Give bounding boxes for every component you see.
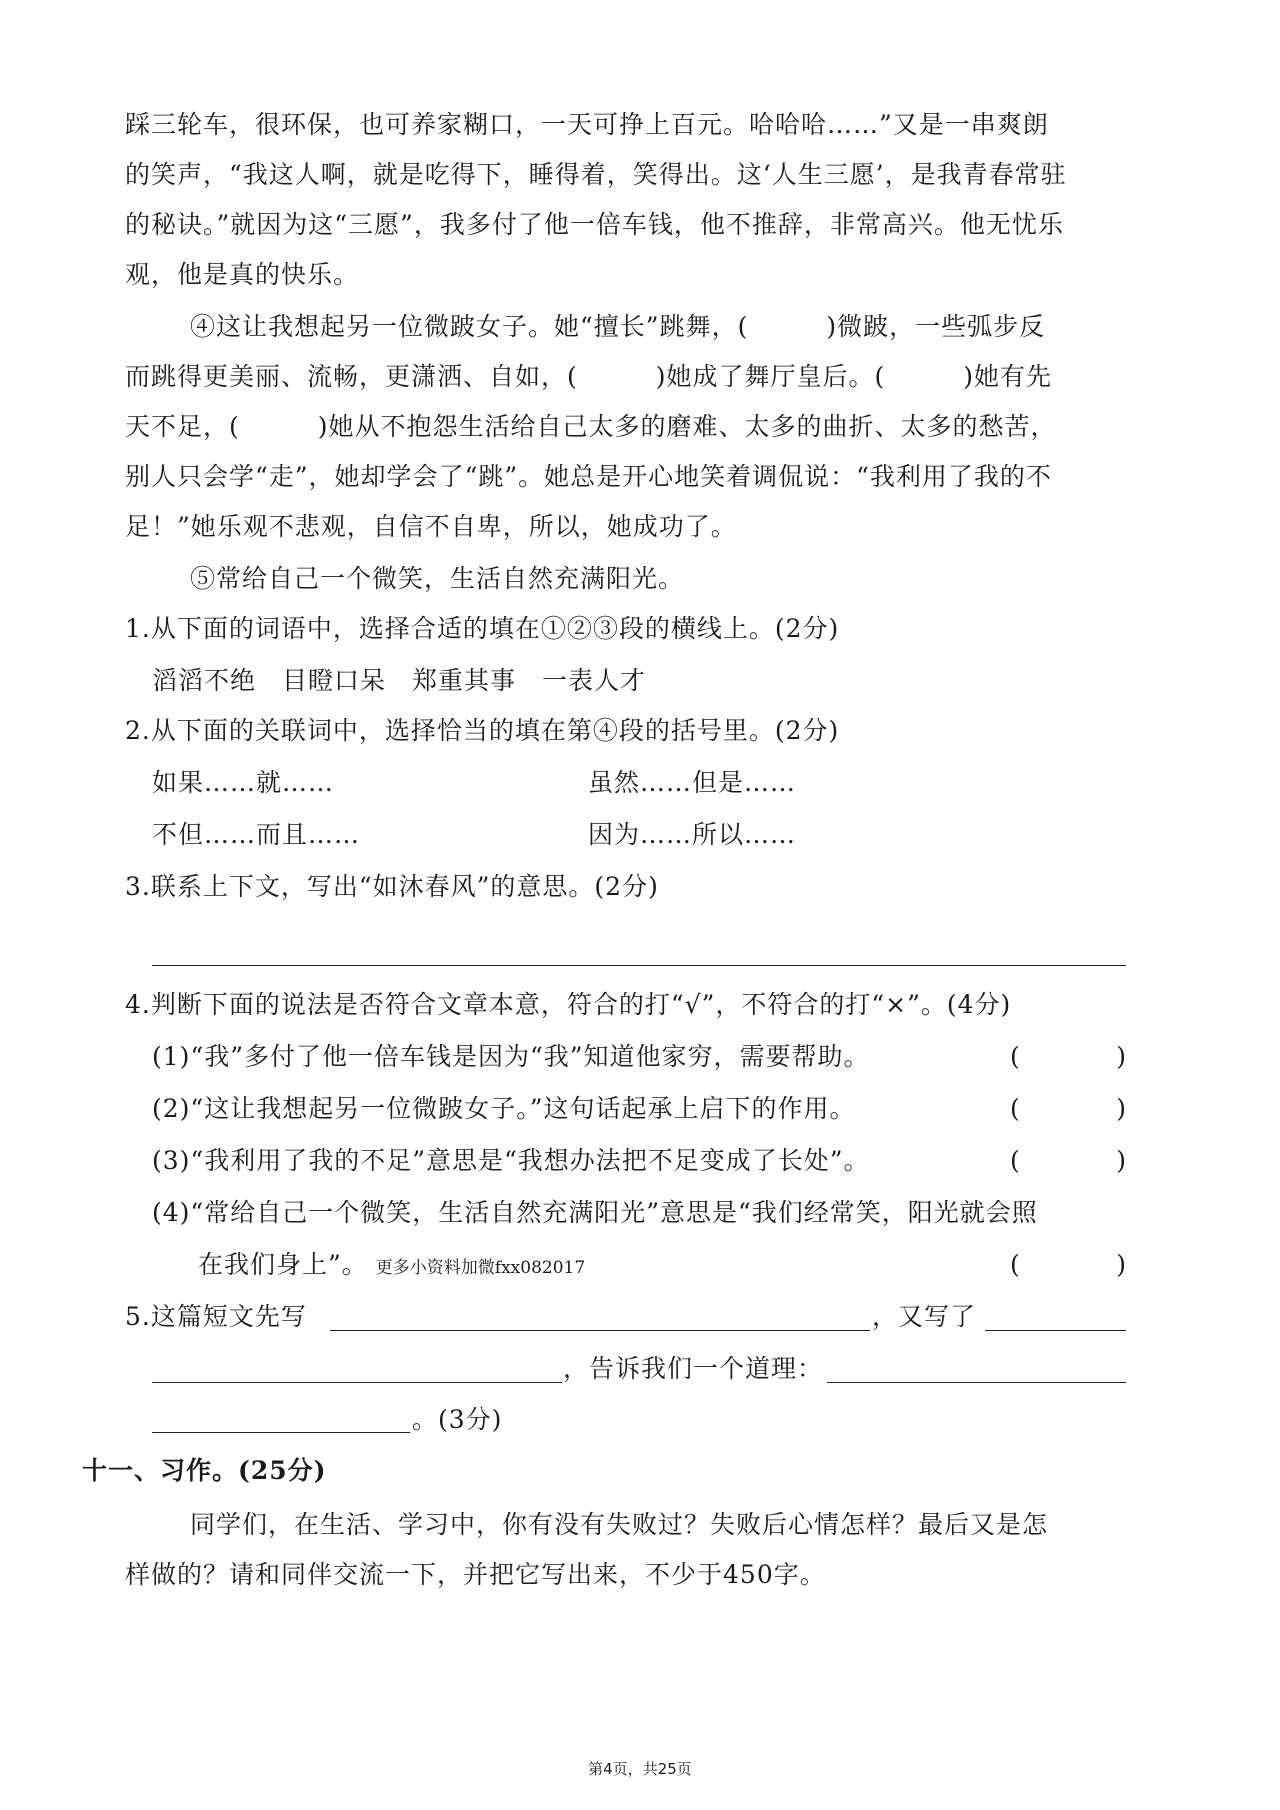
section-11-heading: 十一、习作。(25分) — [82, 1456, 327, 1485]
passage-line: 足！”她乐观不悲观，自信不自卑，所以，她成功了。 — [125, 512, 737, 541]
judgement-answer-box[interactable]: ( ) — [1010, 1146, 1126, 1175]
watermark-text: 更多小资料加微fxx082017 — [375, 1258, 586, 1278]
judgement-item: (4)“常给自己一个微笑，生活自然充满阳光”意思是“我们经常笑，阳光就会照 — [152, 1198, 1038, 1227]
judgement-answer-box[interactable]: ( ) — [1010, 1250, 1126, 1279]
judgement-item: (2)“这让我想起另一位微跛女子。”这句话起承上启下的作用。 — [152, 1094, 856, 1123]
question-5-end: 。(3分) — [412, 1405, 503, 1434]
answer-line[interactable] — [152, 965, 1126, 966]
writing-prompt-line: 同学们，在生活、学习中，你有没有失败过？失败后心情怎样？最后又是怎 — [190, 1510, 1049, 1539]
question-1-word-list: 滔滔不绝 目瞪口呆 郑重其事 一表人才 — [152, 666, 647, 695]
question-4-prompt: 4.判断下面的说法是否符合文章本意，符合的打“√”，不符合的打“×”。(4分) — [125, 990, 1012, 1019]
answer-line[interactable] — [827, 1382, 1126, 1383]
writing-prompt-line: 样做的？请和同伴交流一下，并把它写出来，不少于450字。 — [125, 1560, 826, 1589]
question-5-prefix: 5.这篇短文先写 — [125, 1302, 307, 1331]
passage-line: ④这让我想起另一位微跛女子。她“擅长”跳舞，( )微跛，一些弧步反 — [190, 312, 1046, 341]
question-3-prompt: 3.联系上下文，写出“如沐春风”的意思。(2分) — [125, 872, 659, 901]
answer-line[interactable] — [152, 1382, 562, 1383]
judgement-item-continued: 在我们身上”。 更多小资料加微fxx082017 — [198, 1250, 586, 1279]
passage-line: ⑤常给自己一个微笑，生活自然充满阳光。 — [190, 564, 685, 593]
judgement-item: (1)“我”多付了他一倍车钱是因为“我”知道他家穷，需要帮助。 — [152, 1042, 870, 1071]
passage-line: 的笑声，“我这人啊，就是吃得下，睡得着，笑得出。这‘人生三愿’，是我青春常驻 — [125, 160, 1067, 189]
judgement-item: (3)“我利用了我的不足”意思是“我想办法把不足变成了长处”。 — [152, 1146, 870, 1175]
answer-line[interactable] — [330, 1330, 870, 1331]
judgement-answer-box[interactable]: ( ) — [1010, 1042, 1126, 1071]
answer-line[interactable] — [985, 1330, 1126, 1331]
conjunction-option: 虽然……但是…… — [588, 768, 797, 797]
conjunction-option: 如果……就…… — [152, 768, 335, 797]
passage-line: 天不足，( )她从不抱怨生活给自己太多的磨难、太多的曲折、太多的愁苦， — [125, 412, 1057, 441]
question-5-mid: ，又写了 — [872, 1302, 977, 1331]
passage-line: 别人只会学“走”，她却学会了“跳”。她总是开心地笑着调侃说：“我利用了我的不 — [125, 462, 1052, 491]
answer-line[interactable] — [152, 1432, 410, 1433]
question-2-prompt: 2.从下面的关联词中，选择恰当的填在第④段的括号里。(2分) — [125, 716, 840, 745]
passage-line: 踩三轮车，很环保，也可养家糊口，一天可挣上百元。哈哈哈……”又是一串爽朗 — [125, 110, 1049, 139]
conjunction-option: 因为……所以…… — [588, 820, 797, 849]
passage-line: 观，他是真的快乐。 — [125, 260, 360, 289]
conjunction-option: 不但……而且…… — [152, 820, 361, 849]
passage-line: 而跳得更美丽、流畅，更潇洒、自如，( )她成了舞厅皇后。( )她有先 — [125, 362, 1053, 391]
question-5-mid2: ，告诉我们一个道理： — [563, 1354, 824, 1383]
judgement-answer-box[interactable]: ( ) — [1010, 1094, 1126, 1123]
page-number: 第4页，共25页 — [588, 1760, 692, 1778]
question-1-prompt: 1.从下面的词语中，选择合适的填在①②③段的横线上。(2分) — [125, 614, 840, 643]
passage-line: 的秘诀。”就因为这“三愿”，我多付了他一倍车钱，他不推辞，非常高兴。他无忧乐 — [125, 210, 1064, 239]
